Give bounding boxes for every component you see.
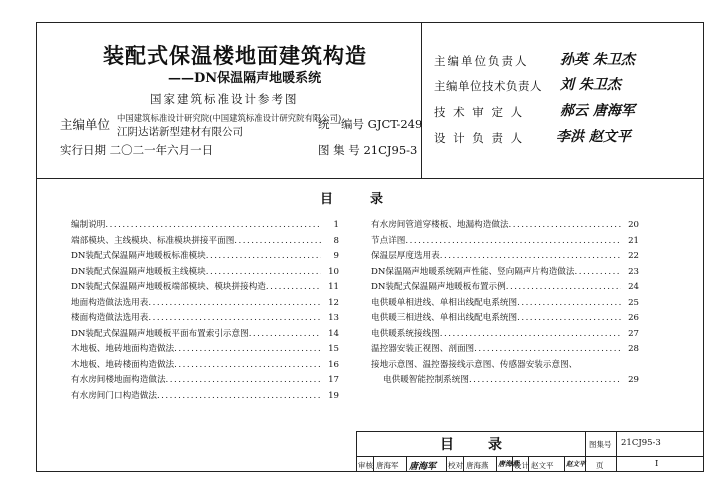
responsible-role-2: 主编单位技术负责人 xyxy=(434,79,542,93)
header-divider xyxy=(36,178,704,179)
toc-entry[interactable]: 节点详图 ..... 21 xyxy=(371,234,639,250)
toc-entry[interactable]: 电供暖单相进线、单相出线配电系统图 ..... 25 xyxy=(371,296,639,312)
responsible-role-4: 设 计 负 责 人 xyxy=(434,131,525,145)
atlas-number: 图 集 号 21CJ95-3 xyxy=(318,143,418,157)
toc-entry[interactable]: 有水房间管道穿楼板、地漏构造做法 ..... 20 xyxy=(371,218,639,234)
page-label: 页 xyxy=(596,461,604,470)
toc-entry[interactable]: 地面构造做法选用表 ..... 12 xyxy=(71,296,339,312)
title-block-divider xyxy=(585,431,586,456)
unified-number: 统一编号 GJCT-249 xyxy=(318,117,423,131)
responsible-role-3: 技 术 审 定 人 xyxy=(434,105,525,119)
toc-entry[interactable]: 接地示意图、温控器接线示意图、传感器安装示意图、 xyxy=(371,359,578,370)
checker-name: 唐海燕 xyxy=(466,461,489,470)
check-label: 校对 xyxy=(448,461,463,470)
toc-entry[interactable]: 保温层厚度选用表 ..... 22 xyxy=(371,249,639,265)
title-block-divider xyxy=(616,456,617,472)
editor-org-2: 江阴达诺新型建材有限公司 xyxy=(117,126,243,138)
title-block-divider xyxy=(446,456,447,472)
toc-entry[interactable]: 电供暖三相进线、单相出线配电系统图 ..... 26 xyxy=(371,311,639,327)
checker-signature: 唐海燕 xyxy=(498,460,519,468)
standard-type: 国家建筑标准设计参考图 xyxy=(150,92,299,106)
design-label: 设计 xyxy=(514,461,529,470)
title-block-divider xyxy=(564,456,565,472)
signature-1: 孙英 朱卫杰 xyxy=(560,52,635,68)
title-block-divider xyxy=(463,456,464,472)
designer-name: 赵文平 xyxy=(531,461,554,470)
toc-entry[interactable]: 楼面构造做法选用表 ..... 13 xyxy=(71,311,339,327)
editor-org-1: 中国建筑标准设计研究院(中国建筑标准设计研究院有限公司) xyxy=(117,113,342,123)
page-number: I xyxy=(655,459,659,469)
document-subtitle: ——DN保温隔声地暖系统 xyxy=(168,71,322,86)
toc-entry[interactable]: DN保温隔声地暖系统隔声性能、竖向隔声片构造做法 ..... 23 xyxy=(371,265,639,281)
responsible-role-1: 主编单位负责人 xyxy=(434,54,529,68)
editor-label: 主编单位 xyxy=(60,117,111,132)
toc-entry[interactable]: DN装配式保温隔声地暖板主线模块 ..... 10 xyxy=(71,265,339,281)
title-block-divider xyxy=(616,431,617,456)
toc-entry[interactable]: 木地板、地砖楼面构造做法 ..... 16 xyxy=(71,358,339,374)
toc-entry[interactable]: 编制说明 ..... 1 xyxy=(71,218,339,234)
title-block-divider xyxy=(406,456,407,472)
signature-2: 刘 朱卫杰 xyxy=(560,77,621,93)
reviewer-name: 唐海军 xyxy=(376,461,399,470)
toc-left-column xyxy=(71,218,339,404)
toc-entry[interactable]: 电供暖系统接线图 ..... 27 xyxy=(371,327,639,343)
title-block-divider xyxy=(373,456,374,472)
toc-heading: 目 录 xyxy=(320,192,396,207)
atlas-number-label: 图集号 xyxy=(589,440,612,449)
title-block-row-divider xyxy=(356,456,704,457)
header-vertical-divider xyxy=(421,22,422,178)
toc-entry[interactable]: 有水房间门口构造做法 ..... 19 xyxy=(71,389,339,405)
toc-entry[interactable]: 电供暖智能控制系统图 ..... 29 xyxy=(371,373,639,389)
toc-entry[interactable]: DN装配式保温隔声地暖板布置示例 ..... 24 xyxy=(371,280,639,296)
toc-entry[interactable]: DN装配式保温隔声地暖板平面布置索引示意图 ..... 14 xyxy=(71,327,339,343)
toc-right-column xyxy=(371,218,639,389)
review-label: 审核 xyxy=(358,461,373,470)
toc-entry[interactable]: 木地板、地砖地面构造做法 ..... 15 xyxy=(71,342,339,358)
title-block-title: 目 录 xyxy=(440,437,512,453)
toc-entry[interactable]: 端部模块、主线模块、标准模块拼接平面图 ..... 8 xyxy=(71,234,339,250)
implementation-date: 实行日期 二〇二一年六月一日 xyxy=(60,143,214,157)
title-block-divider xyxy=(496,456,497,472)
toc-entry[interactable]: DN装配式保温隔声地暖板端部模块、模块拼接构造 ..... 11 xyxy=(71,280,339,296)
toc-entry[interactable]: DN装配式保温隔声地暖板标准模块 ..... 9 xyxy=(71,249,339,265)
atlas-number-value: 21CJ95-3 xyxy=(621,438,661,448)
reviewer-signature: 唐海军 xyxy=(409,462,437,472)
toc-entry[interactable]: 有水房间楼地面构造做法 ..... 17 xyxy=(71,373,339,389)
designer-signature: 赵文平 xyxy=(566,460,586,468)
document-title: 装配式保温楼地面建筑构造 xyxy=(103,43,367,68)
signature-4: 李洪 赵文平 xyxy=(556,129,631,145)
toc-entry[interactable]: 温控器安装正视图、剖面图 ..... 28 xyxy=(371,342,639,358)
signature-3: 郝云 唐海军 xyxy=(560,103,635,119)
